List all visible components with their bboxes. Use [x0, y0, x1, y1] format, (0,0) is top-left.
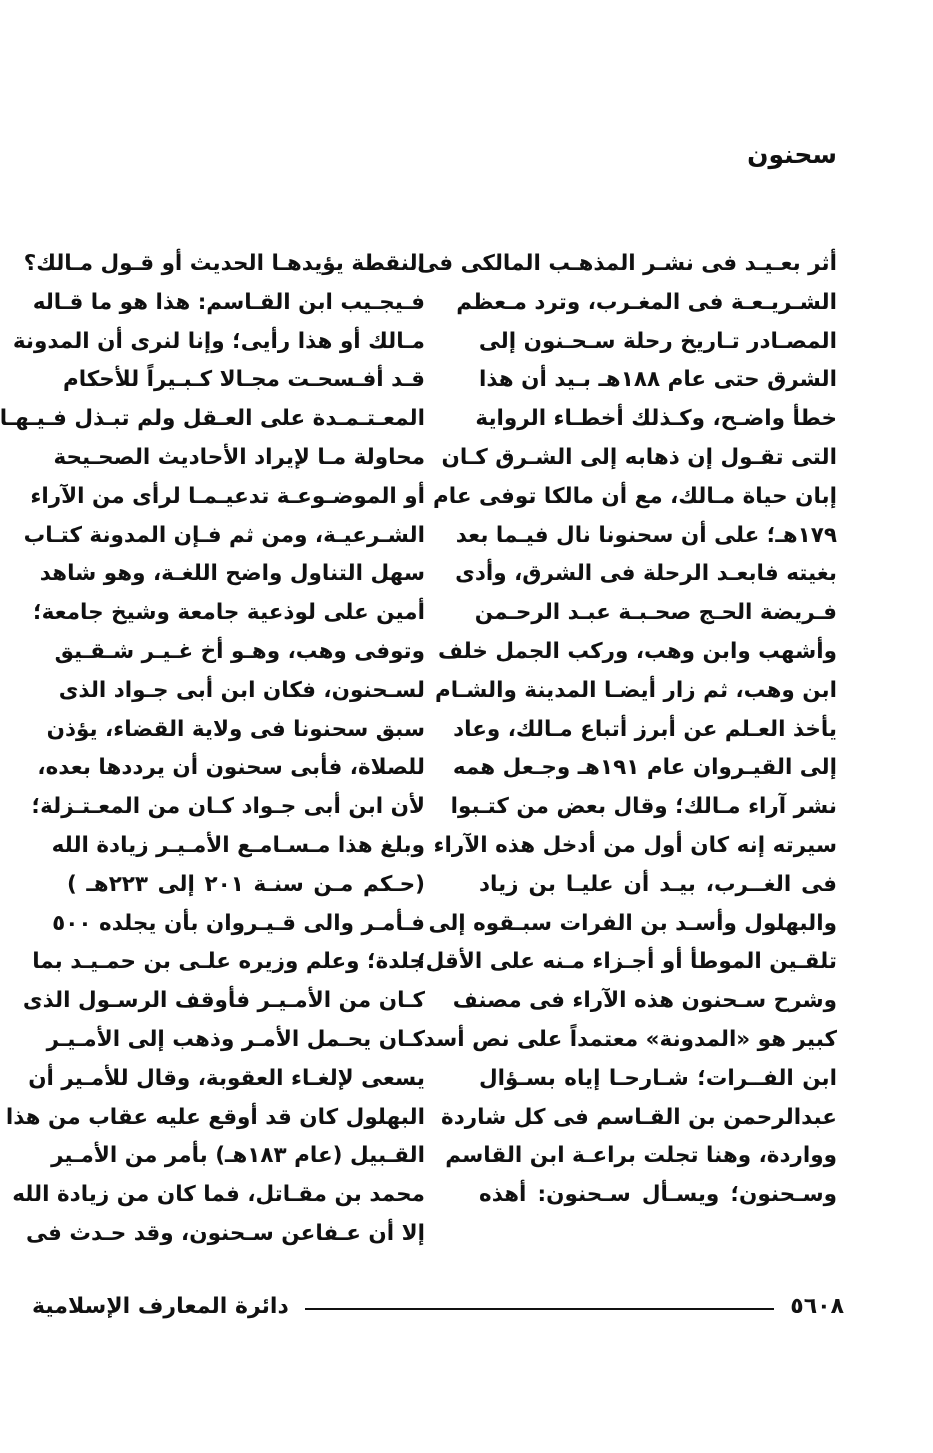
- text-line: بغيته فابعـد الرحلة فى الشرق، وأدى: [455, 561, 837, 587]
- text-line: سهل التناول واضح اللغـة، وهو شاهد: [39, 561, 425, 587]
- text-line: وتوفى وهب، وهـو أخ غـيـر شـقـيق: [54, 638, 425, 664]
- text-line: الشـريـعـة فى المغـرب، وترد مـعظم: [456, 289, 837, 315]
- text-line: محاولة مـا لإيراد الأحاديث الصحـيحة: [53, 444, 425, 470]
- text-line: الشرق حتى عام ١٨٨هـ بـيد أن هذا: [478, 367, 837, 393]
- text-line: المعـتـمـدة على العـقل ولم تبـذل فـيـهـا: [0, 406, 425, 432]
- text-line: وأشهب وابن وهب، وركب الجمل خلف: [437, 638, 837, 664]
- page-footer: [32, 1290, 844, 1322]
- page-number: ٥٦٠٨: [790, 1293, 844, 1319]
- text-line: قـد أفـسحـت مجـالا كـبـيراً للأحكام: [62, 367, 425, 393]
- text-line: أو الموضـوعـة تدعيـمـا لرأى من الآراء: [30, 483, 425, 509]
- text-line: يأخذ العـلم عن أبرز أتباع مـالك، وعاد: [453, 716, 837, 742]
- running-header: سحنون: [747, 140, 837, 169]
- text-line: ابن وهب، ثم زار أيضـا المدينة والشـام: [434, 677, 837, 703]
- text-line: فـريضة الحـج صحـبـة عبـد الرحـمن: [474, 600, 837, 626]
- text-line: البهلول كان قد أوقع عليه عقاب من هذا: [5, 1104, 425, 1130]
- text-line: أثر بعـيـد فى نشـر المذهـب المالكى فى: [417, 251, 837, 276]
- text-line: التى تقـول إن ذهابه إلى الشـرق كـان: [441, 444, 837, 470]
- text-line: تلقـين الموطأ أو أجـزاء مـنه على الأقل؛: [417, 949, 837, 975]
- text-line: للصلاة، فأبى سحنون أن يرددها بعده،: [37, 755, 425, 781]
- text-line: محمد بن مقـاتل، فما كان من زيادة الله: [12, 1182, 425, 1208]
- text-line: كـان من الأمـيـر فأوقف الرسـول الذى: [22, 988, 425, 1014]
- text-line: القـبيل (عام ١٨٣هـ) بأمر من الأمـير: [51, 1143, 425, 1169]
- text-line: ابن الفــرات؛ شـارحـا إياه بسـؤال: [479, 1065, 837, 1091]
- text-line: وشرح سـحنون هذه الآراء فى مصنف: [452, 988, 837, 1014]
- text-line: وبلغ هذا مـسـامـع الأمـيـر زيادة الله: [51, 832, 425, 858]
- text-line: نشر آراء مـالك؛ وقال بعض من كتـبوا: [450, 794, 837, 820]
- text-line: كـان يحـمل الأمـر وذهب إلى الأمـيـر: [46, 1026, 425, 1052]
- text-line: وسـحنون؛ ويسـأل سـحنون: أهذه: [479, 1182, 837, 1208]
- text-line: المصـادر تـاريخ رحلة سـحـنون إلى: [478, 328, 837, 354]
- text-line: إلى القيـروان عام ١٩١هـ وجـعل همه: [452, 755, 837, 781]
- text-line: لسـحنون، فكان ابن أبى جـواد الذى: [58, 677, 425, 703]
- text-line: يسعى لإلغـاء العقوبة، وقال للأمـير أن: [28, 1065, 425, 1091]
- text-line: كبير هو «المدونة» معتمداً على نص أسد: [423, 1026, 837, 1052]
- text-line: إبان حياة مـالك، مع أن مالكا توفى عام: [433, 483, 837, 509]
- text-line: لأن ابن أبى جـواد كـان من المعـتـزلة؛: [31, 794, 425, 820]
- text-column-right: [417, 245, 837, 1215]
- text-line: فـأمـر والى قـيـروان بأن يجلده ٥٠٠: [52, 910, 425, 936]
- publication-title: دائرة المعارف الإسلامية: [32, 1293, 289, 1319]
- text-line: والبهلول وأسـد بن الفرات سبـقوه إلى: [428, 910, 837, 936]
- text-line: ١٧٩هـ؛ على أن سحنونا نال فيـما بعد: [455, 522, 837, 548]
- text-line: وواردة، وهنا تجلت براعـة ابن القاسم: [445, 1143, 837, 1169]
- text-line: أمين على لوذعية جامعة وشيخ جامعة؛: [32, 600, 425, 626]
- text-column-left: [0, 245, 425, 1254]
- footer-rule: [305, 1308, 775, 1310]
- text-line: سبق سحنونا فى ولاية القضاء، يؤذن: [46, 716, 425, 742]
- text-line: جلدة؛ وعلم وزيره علـى بن حمـيـد بما: [32, 949, 425, 975]
- text-line: فـيجـيب ابن القـاسم: هذا هو ما قـاله: [32, 289, 425, 315]
- text-line: خطأ واضـح، وكـذلك أخطـاء الرواية: [475, 406, 837, 432]
- text-line: مـالك أو هذا رأيى؛ وإنا لنرى أن المدونة: [12, 328, 425, 354]
- text-line: إلا أن عـفاعن سـحنون، وقد حـدث فى: [26, 1220, 425, 1246]
- text-line: عبدالرحمن بن القـاسم فى كل شاردة: [441, 1104, 837, 1130]
- text-line: الشـرعيـة، ومن ثم فـإن المدونة كتـاب: [23, 522, 425, 548]
- text-line: (حـكم مـن سنـة ٢٠١ إلى ٢٢٣هـ ): [67, 871, 425, 897]
- text-line: النقطة يؤيدهـا الحديث أو قـول مـالك؟: [23, 251, 425, 276]
- text-line: فى الغــرب، بيـد أن عليـا بن زياد: [479, 871, 837, 897]
- text-line: سيرته إنه كان أول من أدخل هذه الآراء: [433, 832, 837, 858]
